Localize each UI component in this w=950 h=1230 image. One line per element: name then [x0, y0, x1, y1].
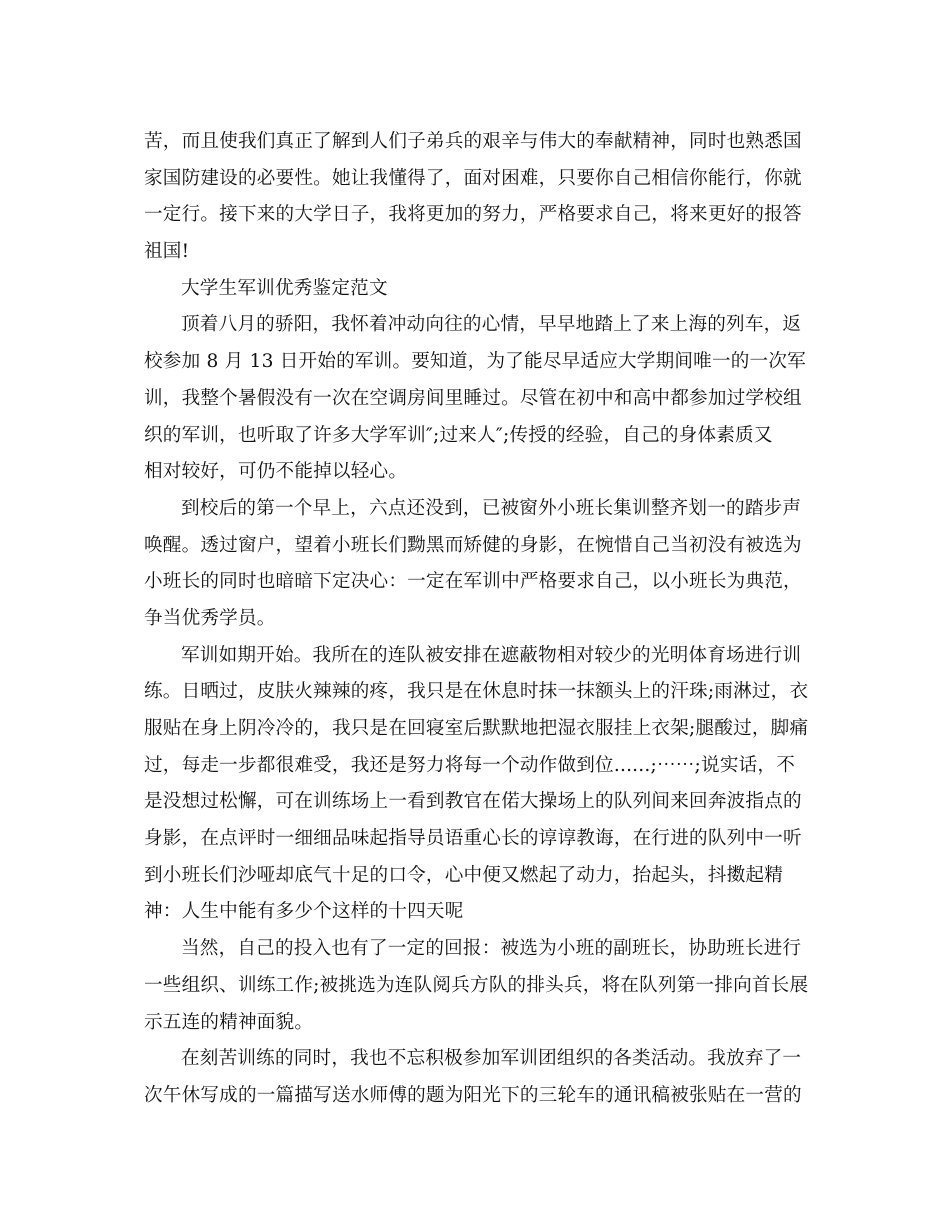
text-line: 一定行。接下来的大学日子，我将更加的努力，严格要求自己，将来更好的报答: [144, 204, 802, 226]
paragraph-start-line: 顶着八月的骄阳，我怀着冲动向往的心情，早早地踏上了来上海的列车，返: [181, 314, 802, 336]
text-line: 到小班长们沙哑却底气十足的口令，心中便又燃起了动力，抬起头，抖擞起精: [144, 864, 783, 886]
text-line: 家国防建设的必要性。她让我懂得了，面对困难，只要你自己相信你能行，你就: [144, 167, 802, 189]
text-line: 一些组织、训练工作;被挑选为连队阅兵方队的排头兵，将在队列第一排向首长展: [144, 974, 809, 996]
text-line: 练。日晒过，皮肤火辣辣的疼，我只是在休息时抹一抹额头上的汗珠;雨淋过，衣: [144, 681, 809, 703]
text-line: 神：人生中能有多少个这样的十四天呢: [144, 901, 464, 923]
text-line: 祖国!: [144, 241, 190, 263]
text-line: 是没想过松懈，可在训练场上一看到教官在偌大操场上的队列间来回奔波指点的: [144, 791, 802, 813]
text-line: 次午休写成的一篇描写送水师傅的题为阳光下的三轮车的通讯稿被张贴在一营的: [144, 1084, 802, 1106]
text-line: 争当优秀学员。: [144, 607, 276, 629]
text-line: 织的军训，也听取了许多大学军训″;过来人″;传授的经验，自己的身体素质又: [144, 424, 773, 446]
text-line: 唤醒。透过窗户，望着小班长们黝黑而矫健的身影，在惋惜自己当初没有被选为: [144, 534, 802, 556]
paragraph-start-line: 军训如期开始。我所在的连队被安排在遮蔽物相对较少的光明体育场进行训: [181, 644, 802, 666]
text-line: 示五连的精神面貌。: [144, 1011, 314, 1033]
text-line: 身影，在点评时一细细品味起指导员语重心长的谆谆教诲，在行进的队列中一听: [144, 828, 802, 850]
text-line: 训，我整个暑假没有一次在空调房间里睡过。尽管在初中和高中都参加过学校组: [144, 387, 802, 409]
paragraph-start-line: 到校后的第一个早上，六点还没到，已被窗外小班长集训整齐划一的踏步声: [181, 497, 802, 519]
paragraph-start-line: 大学生军训优秀鉴定范文: [181, 277, 388, 299]
text-line: 服贴在身上阴冷冷的，我只是在回寝室后默默地把湿衣服挂上衣架;腿酸过，脚痛: [144, 718, 809, 739]
text-line: 苦，而且使我们真正了解到人们子弟兵的艰辛与伟大的奉献精神，同时也熟悉国: [144, 131, 802, 152]
text-line: 相对较好，可仍不能掉以轻心。: [144, 461, 408, 483]
text-line: 校参加 8 月 13 日开始的军训。要知道，为了能尽早适应大学期间唯一的一次军: [144, 351, 806, 373]
text-line: 小班长的同时也暗暗下定决心：一定在军训中严格要求自己，以小班长为典范，: [144, 571, 802, 593]
paragraph-start-line: 在刻苦训练的同时，我也不忘积极参加军训团组织的各类活动。我放弃了一: [181, 1048, 802, 1070]
document-body: [144, 124, 809, 1115]
paragraph-start-line: 当然，自己的投入也有了一定的回报：被选为小班的副班长，协助班长进行: [181, 938, 802, 960]
text-line: 过，每走一步都很难受，我还是努力将每一个动作做到位......;⋯⋯;说实话，不: [144, 754, 795, 776]
